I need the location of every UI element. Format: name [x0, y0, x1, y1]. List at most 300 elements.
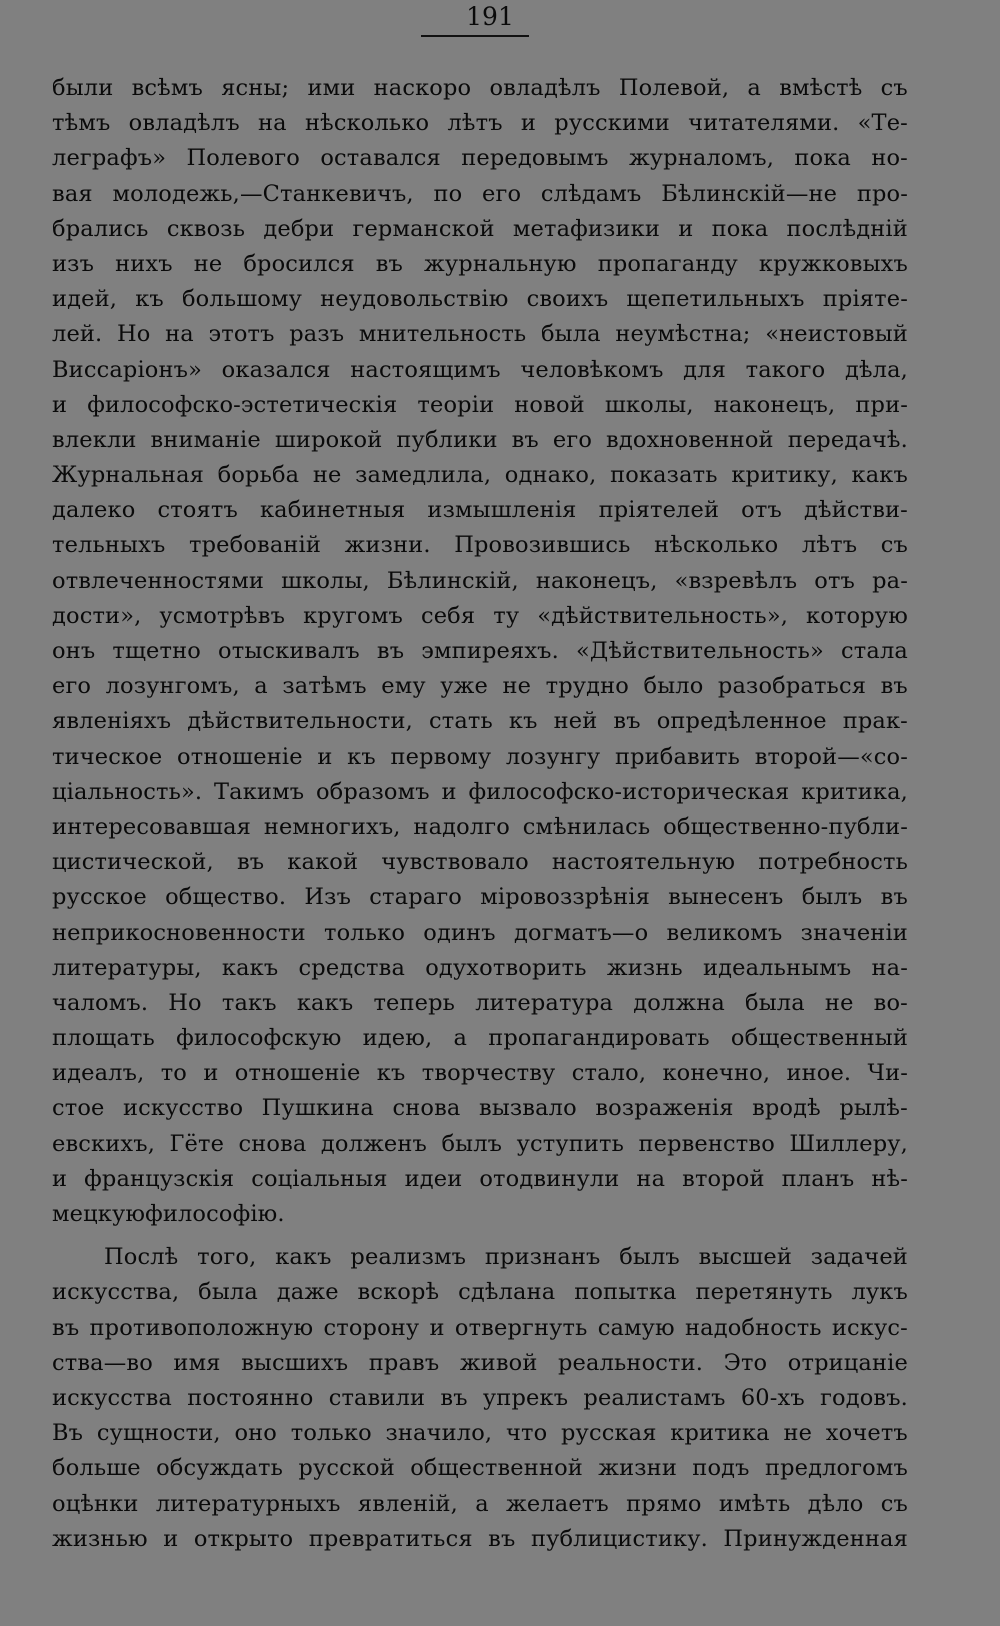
text-line: [52, 1487, 908, 1522]
word: правъ: [368, 1349, 440, 1376]
word: одинъ: [423, 919, 496, 946]
word: ціальность».: [52, 778, 203, 805]
word: настоящимъ: [350, 356, 501, 383]
word: широкой: [274, 426, 383, 453]
word: и: [203, 1060, 219, 1087]
word: какой: [287, 849, 359, 876]
word: тельныхъ: [52, 532, 166, 559]
word: новой: [514, 391, 585, 418]
word: литература: [475, 989, 614, 1016]
word: и: [163, 1525, 179, 1552]
word: попытка: [574, 1279, 677, 1306]
word: въ: [236, 849, 265, 876]
word: и: [317, 743, 333, 770]
word: имя: [173, 1349, 221, 1376]
text-line: [52, 1091, 908, 1126]
word: были: [52, 75, 114, 101]
text-line: [52, 212, 908, 247]
word: тѣмъ: [52, 110, 111, 137]
text-line: [52, 141, 908, 176]
word: хочетъ: [825, 1420, 908, 1447]
word: трудно: [545, 673, 629, 700]
word: опредѣленное: [656, 708, 827, 735]
word: предлогомъ: [764, 1455, 908, 1482]
word: въ: [440, 1384, 468, 1411]
text-line: [52, 106, 908, 141]
text-line: [52, 423, 908, 458]
word: сторону: [323, 1314, 420, 1341]
word: кабинетныя: [259, 497, 406, 524]
word: изъ: [52, 250, 95, 277]
word: литературныхъ: [155, 1490, 341, 1517]
text-line: [52, 458, 908, 493]
word: идеалъ,: [52, 1060, 145, 1087]
word: требованій: [189, 532, 322, 559]
word: русской: [298, 1455, 395, 1482]
word: была: [540, 321, 601, 348]
word: далеко: [52, 497, 136, 524]
text-line: [52, 880, 908, 915]
word: смѣнилась: [522, 813, 651, 840]
word: пропагандировать: [488, 1025, 710, 1052]
word: ней: [553, 708, 598, 735]
word: его: [552, 426, 593, 453]
word: задачей: [810, 1244, 908, 1271]
word: постоянно: [187, 1384, 314, 1411]
word: второй: [682, 1165, 765, 1192]
word: а: [747, 75, 761, 101]
word: лѣтъ: [801, 532, 858, 559]
word: Шиллеру,: [789, 1130, 908, 1157]
word: критика,: [801, 778, 908, 805]
word: какъ: [851, 462, 908, 489]
word: идеальнымъ: [703, 954, 852, 981]
header-rule: [421, 35, 529, 37]
word: Но: [168, 989, 202, 1016]
word: его: [482, 180, 522, 207]
word: стать: [428, 708, 493, 735]
word: передачѣ.: [787, 426, 908, 453]
word: журналомъ,: [628, 145, 774, 172]
word: 60-хъ: [740, 1384, 805, 1411]
word: пропаганду: [597, 250, 738, 277]
word: былъ: [441, 1130, 503, 1157]
word: была: [198, 1279, 258, 1306]
word: уже: [440, 673, 488, 700]
word: была: [745, 989, 805, 1016]
word: открыто: [193, 1525, 294, 1552]
text-line: [52, 704, 908, 739]
text-line: [52, 916, 908, 951]
word: не: [783, 1420, 813, 1447]
word: отыскивалъ: [218, 638, 360, 664]
word: философско-эстетическія: [87, 391, 398, 418]
word: тщетно: [112, 638, 201, 664]
word: общественный: [730, 1025, 908, 1052]
word: значеніи: [800, 919, 908, 946]
word: въ: [52, 1314, 80, 1341]
word: искусство: [123, 1095, 244, 1122]
word: мецкую: [52, 1201, 146, 1227]
text-line: [52, 1197, 908, 1232]
word: иное.: [786, 1060, 852, 1087]
word: идей,: [52, 286, 118, 313]
word: дѣйствительности,: [187, 708, 413, 735]
word: неумѣстна;: [615, 321, 751, 348]
word: отношеніе: [234, 1060, 361, 1087]
word: пока: [794, 145, 851, 172]
word: значило,: [385, 1420, 493, 1447]
word: евскихъ,: [52, 1130, 155, 1157]
word: сквозь: [166, 215, 246, 242]
word: стоятъ: [157, 497, 238, 524]
text-line: [52, 177, 908, 212]
word: творчеству: [421, 1060, 556, 1087]
word: борьба: [217, 462, 300, 489]
word: ства—во: [52, 1349, 153, 1376]
word: на: [258, 110, 287, 137]
word: «неистовый: [765, 321, 908, 348]
word: кругомъ: [303, 602, 403, 629]
word: только: [290, 1420, 372, 1447]
word: наконецъ,: [713, 391, 836, 418]
word: подъ: [692, 1455, 750, 1482]
word: долженъ: [320, 1130, 427, 1157]
word: читателями.: [688, 110, 840, 137]
text-line: [52, 810, 908, 845]
word: къ: [135, 286, 164, 313]
word: снова: [238, 1130, 307, 1157]
word: цистической,: [52, 849, 214, 876]
word: даже: [276, 1279, 339, 1306]
word: рылѣ-: [839, 1095, 908, 1122]
word: дебри: [263, 215, 335, 242]
text-line: [52, 1416, 908, 1451]
word: съ: [880, 532, 908, 559]
word: второй—«со-: [754, 743, 908, 770]
word: реалистамъ: [583, 1384, 726, 1411]
word: публики: [396, 426, 498, 453]
paragraph: [52, 71, 908, 1232]
word: такъ: [221, 989, 277, 1016]
page-number: 191: [466, 2, 514, 31]
word: критику,: [731, 462, 838, 489]
word: обсуждать: [156, 1455, 284, 1482]
word: высшихъ: [241, 1349, 349, 1376]
word: одухотворить: [425, 954, 587, 981]
word: русскими: [554, 110, 670, 137]
word: нѣ-: [871, 1165, 908, 1192]
text-line: [52, 1346, 908, 1381]
word: потребность: [758, 849, 908, 876]
text-line: [52, 1381, 908, 1416]
word: въ: [376, 638, 405, 664]
text-line: [52, 247, 908, 282]
word: но-: [871, 145, 908, 172]
text-line: [52, 1127, 908, 1162]
word: лѣтъ: [447, 110, 503, 137]
text-line: [52, 282, 908, 317]
word: школы,: [281, 567, 370, 594]
word: лозунгу: [505, 743, 601, 770]
word: ра-: [872, 567, 908, 594]
word: живой: [459, 1349, 538, 1376]
word: настоятельную: [551, 849, 736, 876]
word: явленіяхъ: [52, 708, 172, 735]
text-line: [52, 317, 908, 352]
word: влекли: [52, 426, 137, 453]
text-line: [52, 1451, 908, 1486]
word: пріяте-: [822, 286, 908, 313]
word: желаетъ: [506, 1490, 609, 1517]
text-line: [52, 1522, 908, 1557]
text-line: [52, 1275, 908, 1310]
text-line: [52, 353, 908, 388]
word: всѣмъ: [131, 75, 203, 101]
word: отъ: [814, 567, 856, 594]
text-line: [52, 1162, 908, 1197]
word: великомъ: [666, 919, 783, 946]
word: не: [502, 673, 532, 700]
word: былъ: [801, 884, 863, 911]
text-line: [52, 388, 908, 423]
word: немногихъ,: [263, 813, 401, 840]
word: нѣсколько: [654, 532, 779, 559]
word: философско-историческая: [468, 778, 790, 805]
word: его: [52, 673, 92, 700]
word: измышленія: [427, 497, 577, 524]
word: ему: [381, 673, 426, 700]
word: уступить: [516, 1130, 624, 1157]
word: мнительность: [358, 321, 527, 348]
word: вынесенъ: [668, 884, 784, 911]
word: чаломъ.: [52, 989, 149, 1016]
word: ими: [307, 75, 356, 101]
word: философскую: [176, 1025, 342, 1052]
word: нѣсколько: [304, 110, 430, 137]
page-header: [0, 2, 1000, 32]
word: разъ: [289, 321, 345, 348]
word: затѣмъ: [282, 673, 367, 700]
word: вскорѣ: [357, 1279, 440, 1306]
word: площать: [52, 1025, 155, 1052]
word: Пушкина: [261, 1095, 374, 1122]
word: школы,: [604, 391, 694, 418]
word: конечно,: [662, 1060, 771, 1087]
word: критика: [670, 1420, 770, 1447]
text-line: [52, 740, 908, 775]
word: вдохновенной: [606, 426, 774, 453]
word: дѣла,: [844, 356, 908, 383]
word: къ: [508, 708, 538, 735]
word: журнальную: [424, 250, 577, 277]
word: прямо: [626, 1490, 702, 1517]
word: отвлеченностями: [52, 567, 264, 594]
word: не: [312, 462, 342, 489]
word: русская: [561, 1420, 657, 1447]
word: на: [636, 1165, 666, 1192]
word: послѣдній: [786, 215, 908, 242]
word: бросился: [243, 250, 355, 277]
word: соціальныя: [251, 1165, 388, 1192]
word: съ: [880, 1490, 908, 1517]
word: и: [520, 110, 537, 137]
text-line: [52, 564, 908, 599]
text-line: [52, 845, 908, 880]
word: не: [824, 989, 854, 1016]
word: былъ: [619, 1244, 680, 1271]
word: прибавить: [614, 743, 741, 770]
word: стало,: [571, 1060, 647, 1087]
word: про-: [856, 180, 908, 207]
text-line: [52, 71, 908, 106]
word: реальности.: [558, 1349, 704, 1376]
word: пока: [711, 215, 769, 242]
body-text: [52, 71, 908, 1557]
word: вниманіе: [150, 426, 261, 453]
word: теоріи: [417, 391, 495, 418]
word: такого: [745, 356, 826, 383]
word: щепетильныхъ: [626, 286, 805, 313]
word: неудовольствію: [320, 286, 509, 313]
word: въ: [375, 250, 404, 277]
word: противоположную: [89, 1314, 314, 1341]
word: дости»,: [52, 602, 142, 629]
word: германской: [352, 215, 495, 242]
word: Принужденная: [723, 1525, 908, 1552]
word: стое: [52, 1095, 105, 1122]
word: явленій,: [357, 1490, 458, 1517]
text-line: [52, 775, 908, 810]
word: первенство: [638, 1130, 775, 1157]
text-line: [52, 986, 908, 1021]
word: дѣло: [807, 1490, 864, 1517]
word: онъ: [52, 638, 96, 664]
word: стала: [841, 638, 908, 664]
word: разобраться: [717, 673, 867, 700]
text-line: [52, 493, 908, 528]
word: человѣкомъ: [520, 356, 664, 383]
word: и: [678, 215, 694, 242]
text-line: [52, 1240, 908, 1275]
word: леграфъ»: [52, 145, 167, 172]
word: снова: [392, 1095, 461, 1122]
word: и: [429, 1314, 445, 1341]
word: надолго: [413, 813, 510, 840]
word: своихъ: [526, 286, 609, 313]
word: оно: [234, 1420, 277, 1447]
word: самую: [597, 1314, 675, 1341]
word: литературы,: [52, 954, 202, 981]
word: искусства,: [52, 1279, 180, 1306]
word: слѣдамъ: [540, 180, 642, 207]
word: въ: [880, 673, 908, 700]
text-line: [52, 634, 908, 669]
word: при-: [855, 391, 908, 418]
word: эмпиреяхъ.: [421, 638, 559, 664]
word: наконецъ,: [535, 567, 658, 594]
word: Это: [723, 1349, 768, 1376]
word: неприкосновенности: [52, 919, 306, 946]
word: искус-: [831, 1314, 908, 1341]
word: отвергнуть: [454, 1314, 588, 1341]
word: Бѣлинскій—не: [661, 180, 838, 207]
word: средства: [298, 954, 406, 981]
word: того,: [197, 1244, 257, 1271]
word: планъ: [781, 1165, 855, 1192]
word: Полевого: [186, 145, 300, 172]
word: интересовавшая: [52, 813, 251, 840]
word: Виссаріонъ»: [52, 356, 203, 383]
word: Изъ: [304, 884, 352, 911]
word: образомъ: [315, 778, 430, 805]
word: вызвало: [479, 1095, 577, 1122]
text-line: [52, 951, 908, 986]
word: лозунгомъ,: [105, 673, 240, 700]
word: въ: [613, 708, 641, 735]
word: жизни.: [344, 532, 431, 559]
word: то: [160, 1060, 187, 1087]
word: прак-: [842, 708, 908, 735]
word: передовымъ: [461, 145, 609, 172]
word: догматъ—о: [514, 919, 649, 946]
word: этотъ: [208, 321, 275, 348]
word: во-: [873, 989, 908, 1016]
word: идеи: [404, 1165, 463, 1192]
word: надобность: [685, 1314, 822, 1341]
word: кружковыхъ: [758, 250, 908, 277]
word: должна: [633, 989, 725, 1016]
word: общественно-публи-: [663, 813, 908, 840]
word: философію.: [145, 1201, 285, 1227]
word: оказался: [221, 356, 331, 383]
word: замедлила,: [355, 462, 492, 489]
word: идею,: [362, 1025, 433, 1052]
word: русское: [52, 884, 147, 911]
word: которую: [806, 602, 908, 629]
word: «Те-: [857, 110, 908, 137]
word: имѣть: [718, 1490, 791, 1517]
word: ставили: [328, 1384, 426, 1411]
word: Гёте: [169, 1130, 225, 1157]
text-line: [52, 1021, 908, 1056]
word: жизнью: [52, 1525, 148, 1552]
word: въ: [488, 1525, 516, 1552]
word: для: [683, 356, 726, 383]
word: возраженія: [595, 1095, 734, 1122]
word: вродѣ: [752, 1095, 821, 1122]
word: Такимъ: [213, 778, 305, 805]
word: «взревѣлъ: [674, 567, 798, 594]
word: упрекъ: [482, 1384, 569, 1411]
word: что: [505, 1420, 548, 1447]
text-line: [52, 1311, 908, 1346]
word: на: [165, 321, 194, 348]
word: больше: [52, 1455, 141, 1482]
word: тическое: [52, 743, 163, 770]
word: отношеніе: [177, 743, 303, 770]
word: себя: [420, 602, 476, 629]
word: отъ: [741, 497, 782, 524]
word: метафизики: [512, 215, 660, 242]
word: показать: [610, 462, 718, 489]
word: къ: [376, 1060, 406, 1087]
word: было: [643, 673, 704, 700]
word: лукъ: [851, 1279, 908, 1306]
word: какъ: [221, 954, 279, 981]
word: стараго: [369, 884, 462, 911]
word: искусства: [52, 1384, 172, 1411]
